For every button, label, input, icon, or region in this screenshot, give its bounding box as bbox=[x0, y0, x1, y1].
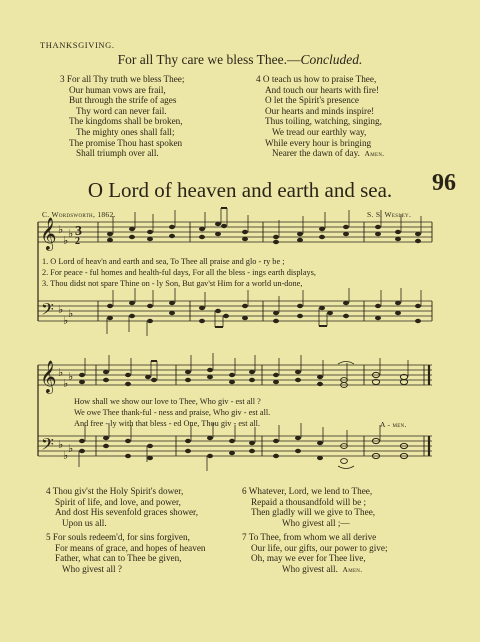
verse-line: Whatever, Lord, we lend to Thee, bbox=[248, 486, 373, 496]
hymn-number: 96 bbox=[432, 170, 456, 196]
key-signature-2 bbox=[58, 366, 73, 462]
verse-line: Nearer the dawn of day. bbox=[272, 148, 360, 159]
verse-line: Our life, our gifts, our power to give; bbox=[251, 542, 388, 553]
verse-line: And touch our hearts with fire! bbox=[265, 84, 380, 95]
time-signature: 3 bbox=[75, 224, 82, 239]
final-amen: A - men. bbox=[380, 420, 407, 429]
verse-line: Who givest all. bbox=[282, 563, 338, 574]
verse-line: Who givest all ? bbox=[62, 563, 122, 574]
svg-text:♭: ♭ bbox=[68, 442, 74, 455]
verse-line: Who givest all ;— bbox=[282, 517, 350, 528]
verse-line: 3 For all Thy truth we bless Thee; bbox=[60, 74, 185, 84]
verse-line: Shall triumph over all. bbox=[76, 148, 159, 159]
bass-clef-icon: 𝄢 bbox=[41, 299, 54, 323]
amen-text: Amen. bbox=[342, 564, 363, 574]
svg-text:♭: ♭ bbox=[63, 377, 69, 390]
svg-text:♭: ♭ bbox=[58, 438, 64, 451]
verse-line: Then gladly will we give to Thee, bbox=[251, 507, 376, 518]
svg-text:♭: ♭ bbox=[68, 370, 74, 383]
verse-line: Oh, may we ever for Thee live, bbox=[251, 553, 366, 564]
treble-notes-2 bbox=[79, 368, 408, 388]
svg-text:♭: ♭ bbox=[58, 223, 64, 236]
bass-stems-2 bbox=[79, 423, 380, 471]
bass-notes bbox=[107, 301, 421, 323]
verse-line: Our human vows are frail, bbox=[69, 84, 166, 95]
lyric-line-5: We owe Thee thank-ful - ness and praise, Who giv - est all. bbox=[74, 408, 271, 417]
bass-notes-2 bbox=[79, 436, 408, 464]
treble-stems-2 bbox=[85, 353, 408, 380]
verse-line: But through the strife of ages bbox=[69, 95, 177, 106]
verse-line: Thou giv'st the Holy Spirit's dower, bbox=[52, 486, 184, 496]
svg-text:2: 2 bbox=[75, 236, 80, 247]
treble-stems bbox=[113, 208, 421, 237]
svg-text:♭: ♭ bbox=[63, 314, 69, 327]
lyric-line-3: 3. Thou didst not spare Thine on - ly Son, But gav'st Him for a world un-done, bbox=[42, 279, 303, 288]
lyric-line-1: 1. O Lord of heav'n and earth and sea, To Thee all praise and glo - ry be ; bbox=[42, 257, 285, 266]
verse-block-7 bbox=[242, 532, 388, 575]
hymn-title: O Lord of heaven and earth and sea. bbox=[87, 178, 393, 202]
verse-line: The mighty ones shall fall; bbox=[76, 126, 175, 137]
lyric-line-6: And free - ly with that bless - ed One, Thou giv - est all. bbox=[74, 419, 261, 428]
verse-line: To Thee, from whom we all derive bbox=[248, 532, 377, 542]
bass-stems bbox=[107, 288, 421, 336]
verse-number: 6 bbox=[242, 486, 247, 496]
verse-number: 7 bbox=[242, 532, 247, 542]
verse-line: And dost His sevenfold graces shower, bbox=[55, 507, 199, 518]
svg-text:♭: ♭ bbox=[58, 303, 64, 316]
verse-line: For souls redeem'd, for sins forgiven, bbox=[52, 532, 190, 542]
continued-title-text: For all Thy care we bless Thee.— bbox=[117, 52, 301, 67]
svg-text:♭: ♭ bbox=[68, 307, 74, 320]
verse-line: 4 O teach us how to praise Thee, bbox=[256, 74, 377, 84]
svg-text:♭: ♭ bbox=[63, 234, 69, 247]
verse-line: While every hour is bringing bbox=[265, 137, 372, 148]
verse-line: We tread our earthly way, bbox=[272, 126, 367, 137]
verse-line: The promise Thou hast spoken bbox=[69, 137, 183, 148]
lyric-line-2: 2. For peace - ful homes and health-ful days, For all the bless - ings earth displays, bbox=[42, 268, 316, 277]
amen-text: Amen. bbox=[364, 149, 385, 159]
verse-line: Upon us all. bbox=[62, 517, 107, 528]
section-heading: THANKSGIVING. bbox=[40, 40, 115, 50]
verse-block-6 bbox=[242, 486, 375, 528]
svg-text:♭: ♭ bbox=[63, 449, 69, 462]
verse-line: Father, what can to Thee be given, bbox=[55, 553, 182, 564]
treble-clef-icon: 𝄞 bbox=[40, 217, 57, 250]
bass-clef-icon: 𝄢 bbox=[41, 434, 54, 458]
bass-staff bbox=[38, 301, 432, 321]
verse-line: Our hearts and minds inspire! bbox=[265, 105, 375, 116]
svg-text:♭: ♭ bbox=[68, 227, 74, 240]
verse-line: O let the Spirit's presence bbox=[265, 95, 360, 106]
verse-number: 4 bbox=[46, 486, 51, 496]
verse-line: For means of grace, and hopes of heaven bbox=[55, 542, 206, 553]
verse-line: Thy word can never fail. bbox=[76, 105, 167, 116]
verse-line: The kingdoms shall be broken, bbox=[69, 116, 183, 127]
lyric-line-4: How shall we show our love to Thee, Who giv - est all ? bbox=[74, 397, 261, 406]
verse-block-4 bbox=[46, 486, 198, 528]
svg-text:♭: ♭ bbox=[58, 366, 64, 379]
verse-line: Thus toiling, watching, singing, bbox=[265, 116, 382, 127]
music-composer: S. S. Wesley. bbox=[367, 210, 412, 219]
continued-title-suffix: Concluded. bbox=[300, 52, 363, 67]
treble-clef-icon: 𝄞 bbox=[40, 360, 57, 393]
verse-line: Repaid a thousandfold will be ; bbox=[251, 496, 367, 507]
words-author: C. Wordsworth, 1862. bbox=[42, 210, 116, 219]
verse-line: Spirit of life, and love, and power, bbox=[55, 496, 181, 507]
treble-staff bbox=[38, 222, 432, 242]
verse-block-5 bbox=[46, 532, 206, 574]
treble-notes bbox=[107, 222, 421, 244]
verse-number: 5 bbox=[46, 532, 51, 542]
